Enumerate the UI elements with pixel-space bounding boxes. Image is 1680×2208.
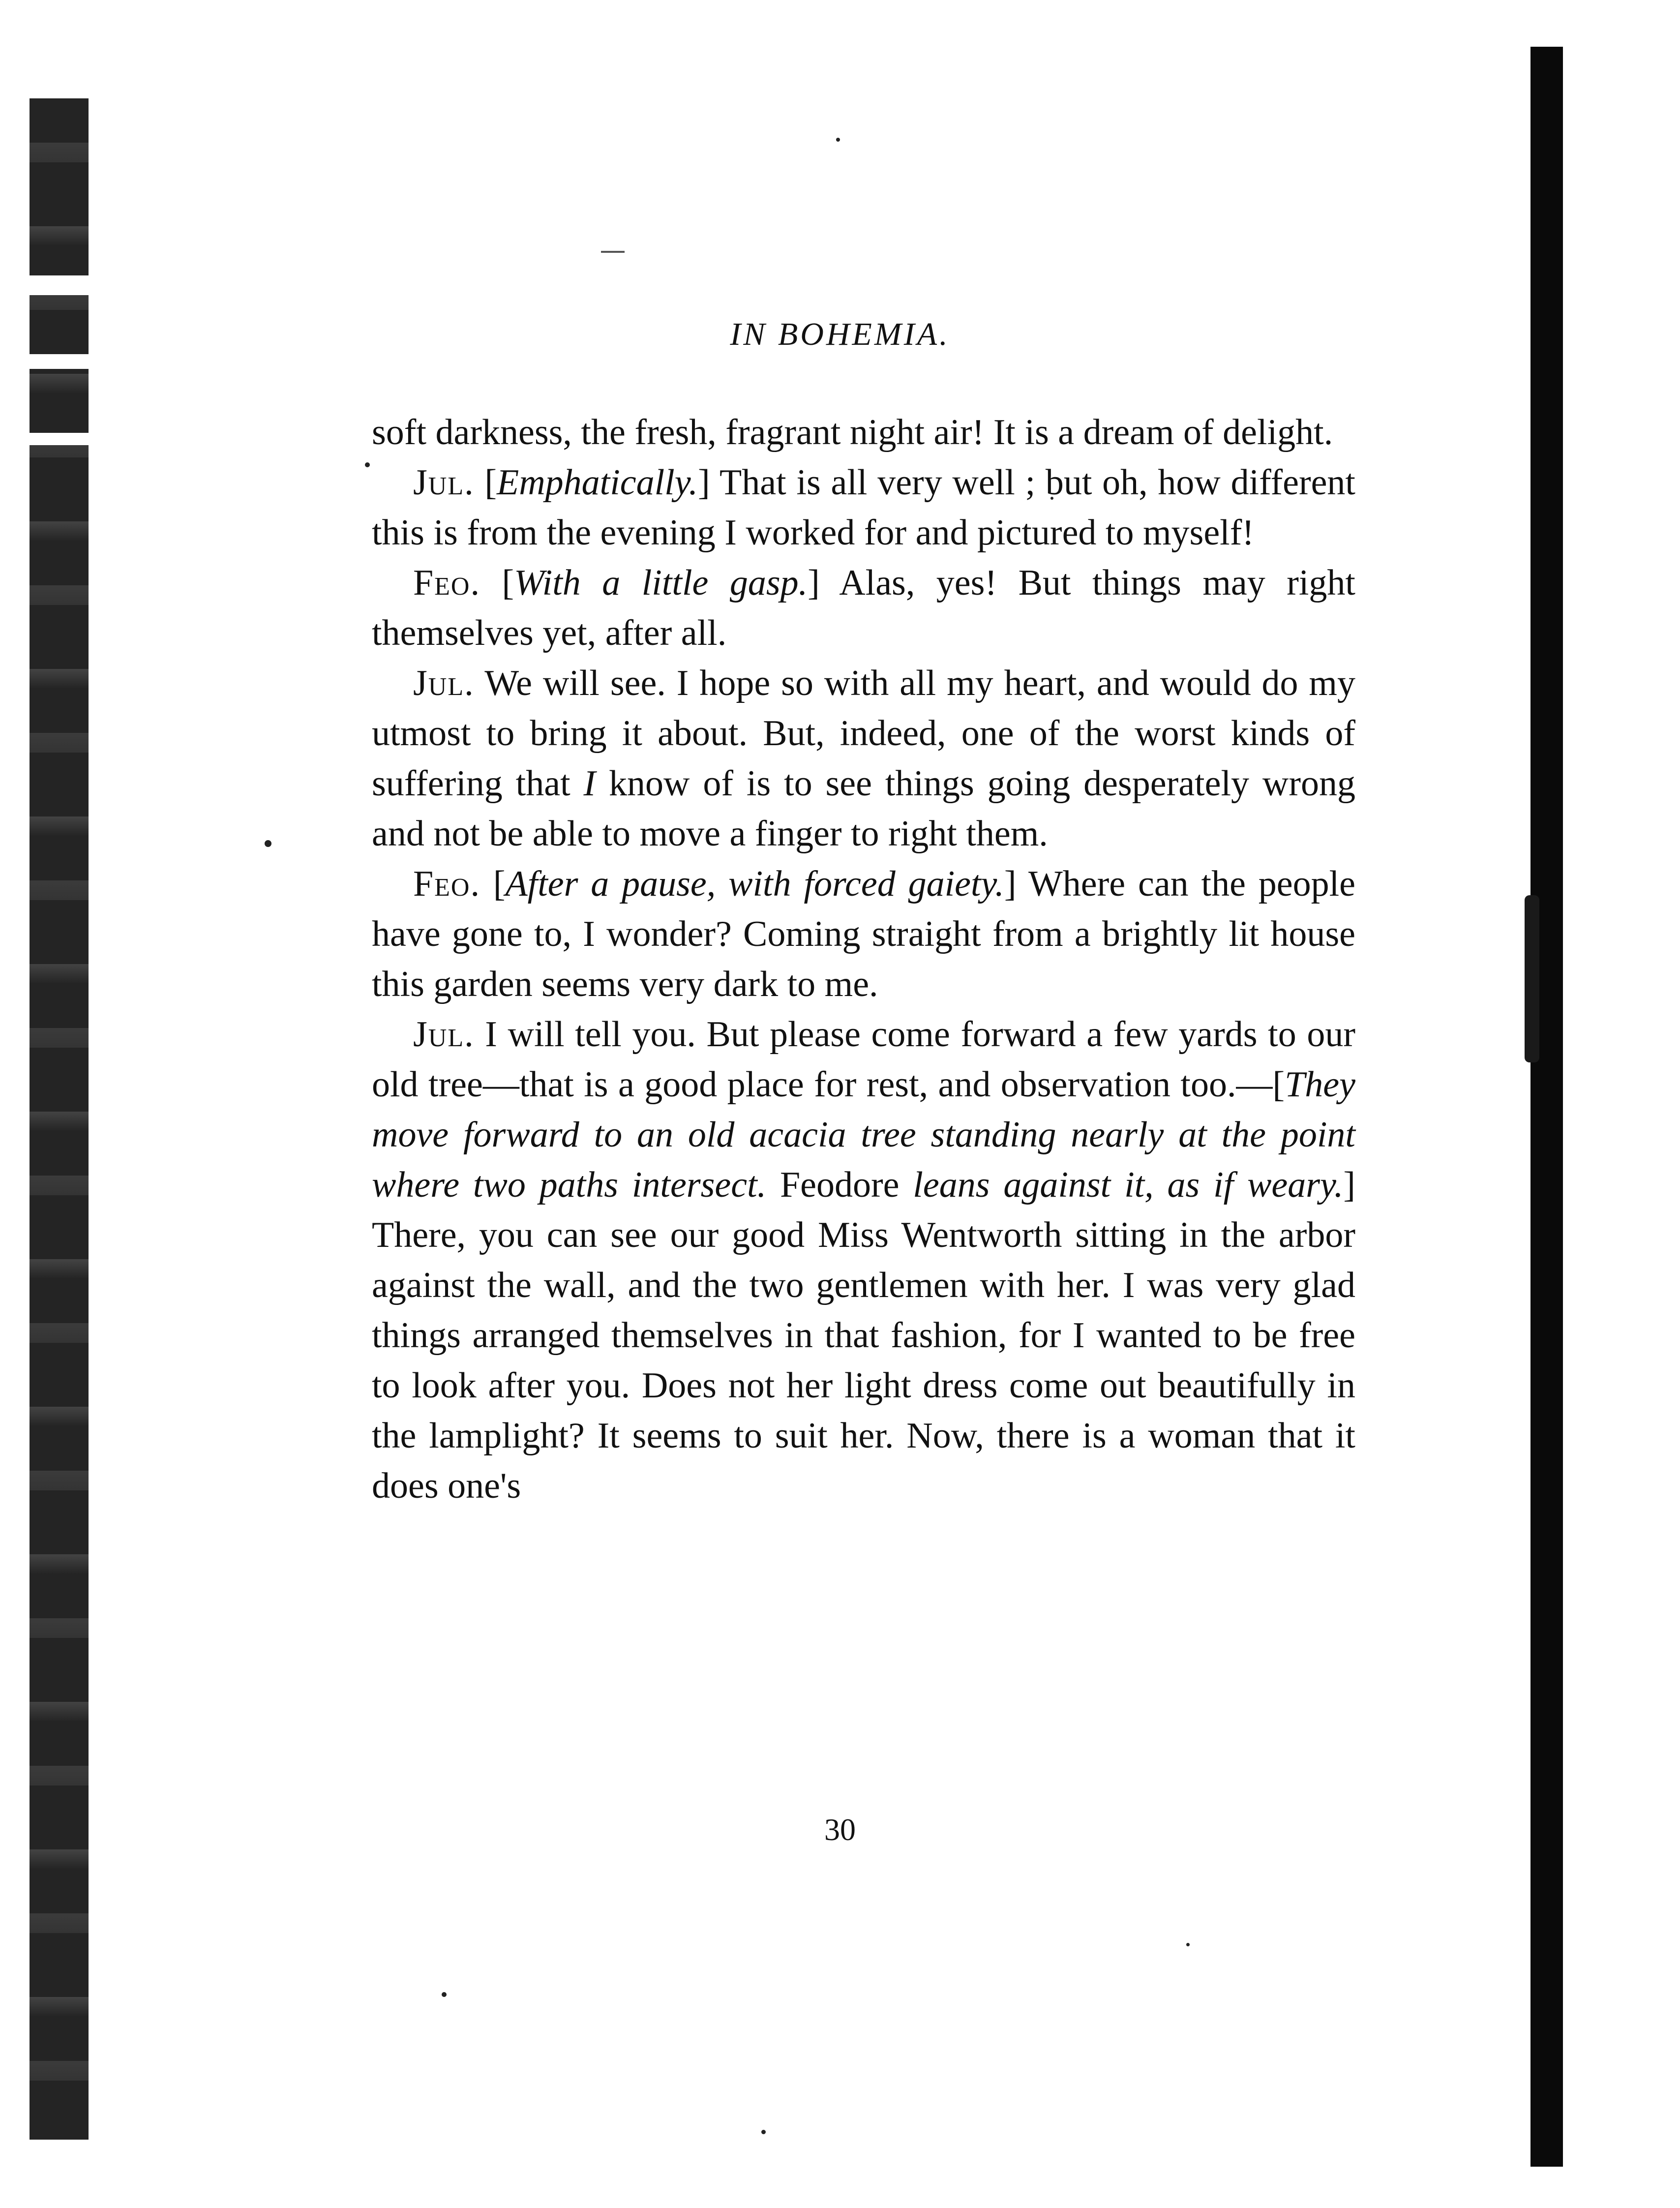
text-run: [ bbox=[474, 462, 497, 503]
stage-direction: They move forward to an old acacia tree standing nearly at the point where two paths intersect. bbox=[372, 1064, 1355, 1205]
speck bbox=[365, 462, 370, 467]
page-number: 30 bbox=[824, 1812, 856, 1847]
text-run: ] Where can the people have gone to, I wonder? Coming straight from a brightly lit house this garden seems very dark to me. bbox=[372, 864, 1356, 1004]
speck bbox=[761, 2130, 766, 2134]
paragraph bbox=[372, 558, 1355, 658]
speck bbox=[442, 1992, 447, 1997]
paragraph bbox=[372, 859, 1355, 1009]
text-run: Feodore bbox=[766, 1165, 913, 1205]
stage-direction: leans against it, as if weary. bbox=[913, 1165, 1344, 1205]
text-run: soft darkness, the fresh, fragrant night air! It is a dream of delight. bbox=[372, 412, 1333, 453]
text-run: We will see. I hope so with all my heart, and would do my utmost to bring it about. But, indeed, one of the worst kinds of suffering that bbox=[372, 663, 1355, 804]
speck bbox=[1186, 1943, 1190, 1946]
speaker-name: Feo. bbox=[413, 563, 480, 603]
paragraph bbox=[372, 457, 1355, 558]
speaker-name: Jul. bbox=[413, 462, 475, 503]
speaker-name: Feo. bbox=[413, 864, 480, 904]
left-scan-edge-gap bbox=[30, 433, 89, 445]
stray-mark bbox=[601, 251, 625, 253]
text-run: ] There, you can see our good Miss Wentworth sitting in the arbor against the wall, and the two gentlemen with her. I was very glad things arranged themselves in that fashion, for I wanted to be free to look after you. Does not her light dress come out beautifully in the lamplight? It seems to suit her. Now, there is a woman that it does one's bbox=[372, 1165, 1355, 1506]
left-scan-edge-gap bbox=[30, 275, 89, 295]
stage-direction: After a pause, with forced gaiety. bbox=[505, 864, 1004, 904]
text-run: [ bbox=[480, 864, 506, 904]
paragraph bbox=[372, 658, 1355, 859]
left-scan-edge-gap bbox=[30, 354, 89, 369]
text-run: know of is to see things going desperately wrong and not be able to move a finger to right them. bbox=[372, 763, 1355, 854]
right-scan-edge-notch bbox=[1525, 895, 1539, 1062]
speaker-name: Jul. bbox=[413, 663, 475, 703]
text-run: ] That is all very well ; but oh, how different this is from the evening I worked for and pictured to myself! bbox=[372, 462, 1355, 553]
stage-direction: I bbox=[583, 763, 596, 804]
speaker-name: Jul. bbox=[413, 1014, 475, 1055]
speck bbox=[265, 840, 271, 847]
paragraph bbox=[372, 407, 1355, 457]
text-run: I will tell you. But please come forward a few yards to our old tree—that is a good place for rest, and observation too.—[ bbox=[372, 1014, 1355, 1105]
stage-direction: Emphatically. bbox=[497, 462, 698, 503]
text-run: [ bbox=[480, 563, 514, 603]
paragraph bbox=[372, 1009, 1355, 1511]
text-run: ] Alas, yes! But things may right themselves yet, after all. bbox=[372, 563, 1355, 653]
speck bbox=[836, 138, 840, 142]
stage-direction: With a little gasp. bbox=[514, 563, 808, 603]
running-head: IN BOHEMIA. bbox=[730, 316, 950, 352]
body-text bbox=[372, 407, 1355, 1511]
